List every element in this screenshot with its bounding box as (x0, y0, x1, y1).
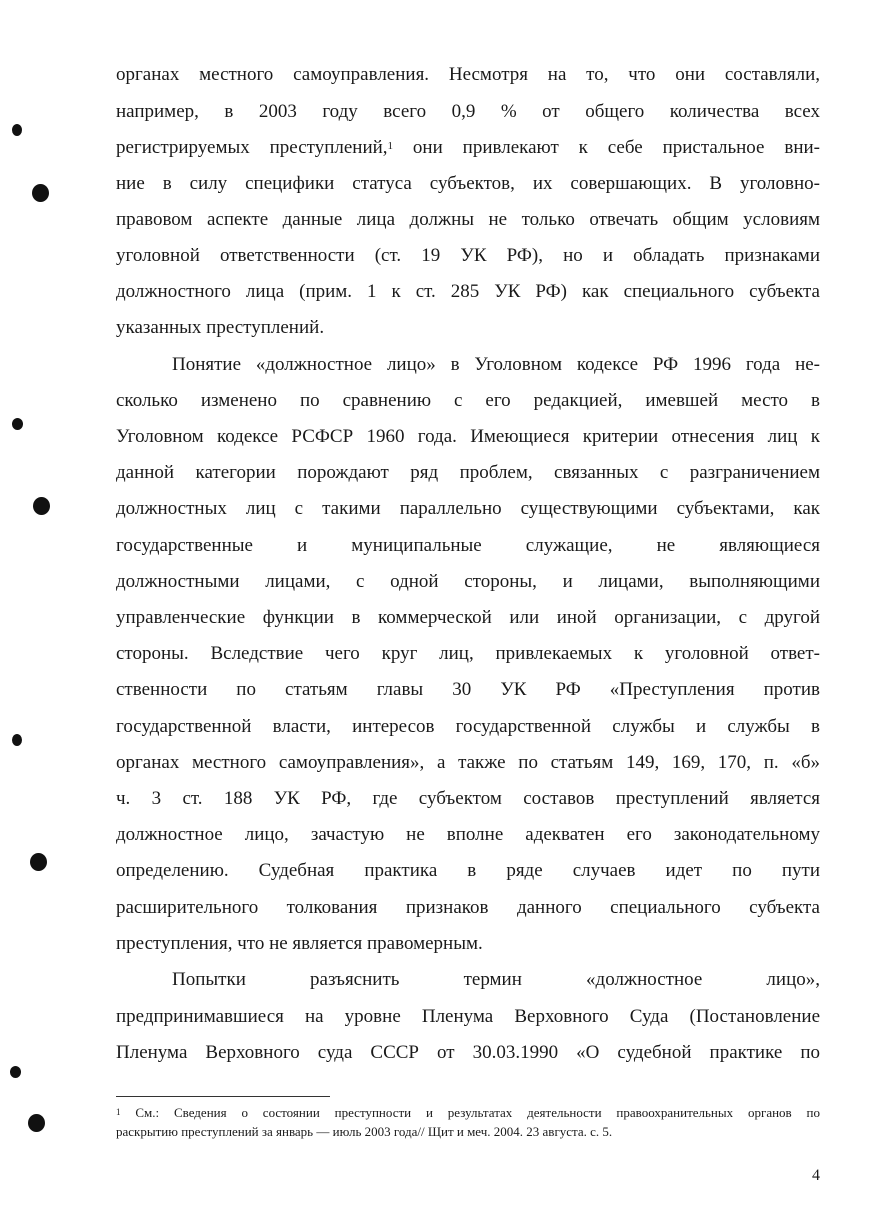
text-line: предпринимавшиеся на уровне Пленума Верховного Суда (Постановление (116, 1006, 820, 1027)
text-line: ственности по статьям главы 30 УК РФ «Преступления против (116, 679, 820, 700)
punch-hole (12, 734, 22, 746)
text-line: расширительного толкования признаков данного специального субъекта (116, 897, 820, 918)
footnote-line (116, 1104, 820, 1122)
text-line: государственные и муниципальные служащие, не являющиеся (116, 535, 820, 556)
text-line: государственной власти, интересов государственной службы и службы в (116, 716, 820, 737)
text-line: должностных лиц с такими параллельно существующими субъектами, как (116, 498, 820, 519)
punch-hole (12, 124, 22, 136)
footnote-ref: 1 (387, 140, 394, 152)
punch-hole (32, 184, 49, 202)
text-line: ние в силу специфики статуса субъектов, их совершающих. В уголовно- (116, 173, 820, 194)
text-line: должностное лицо, зачастую не вполне адекватен его законодательному (116, 824, 820, 845)
text-line: уголовной ответственности (ст. 19 УК РФ), но и обладать признаками (116, 245, 820, 266)
text-line: данной категории порождают ряд проблем, связанных с разграничением (116, 462, 820, 483)
text-line-with-footnote-ref (116, 136, 820, 160)
text-line: ч. 3 ст. 188 УК РФ, где субъектом составов преступлений является (116, 788, 820, 809)
text-line: должностного лица (прим. 1 к ст. 285 УК РФ) как специального субъекта (116, 281, 820, 302)
text-line: Пленума Верховного суда СССР от 30.03.1990 «О судебной практике по (116, 1042, 820, 1063)
text-line: указанных преступлений. (116, 317, 325, 338)
text-line: стороны. Вследствие чего круг лиц, привлекаемых к уголовной ответ- (116, 643, 820, 664)
punch-hole (30, 853, 47, 871)
text-fragment: регистрируемых преступлений, (116, 137, 388, 158)
page-number: 4 (812, 1167, 820, 1184)
punch-hole (33, 497, 50, 515)
paragraph-first-line: Понятие «должностное лицо» в Уголовном кодексе РФ 1996 года не- (172, 354, 820, 375)
text-line: преступления, что не является правомерным. (116, 933, 483, 954)
punch-hole (28, 1114, 45, 1132)
text-line: Уголовном кодексе РСФСР 1960 года. Имеющиеся критерии отнесения лиц к (116, 426, 820, 447)
footnote-text: См.: Сведения о состоянии преступности и результатах деятельности правоохранительных органов по (120, 1105, 820, 1120)
footnote-line: раскрытию преступлений за январь — июль 2003 года// Щит и меч. 2004. 23 августа. с. 5. (116, 1124, 613, 1139)
footnote-divider (116, 1096, 330, 1097)
paragraph-first-line: Попытки разъяснить термин «должностное лицо», (172, 969, 820, 990)
punch-hole (10, 1066, 21, 1078)
text-line: например, в 2003 году всего 0,9 % от общего количества всех (116, 101, 820, 122)
text-line: определению. Судебная практика в ряде случаев идет по пути (116, 860, 820, 881)
text-line: сколько изменено по сравнению с его редакцией, имевшей место в (116, 390, 820, 411)
text-line: органах местного самоуправления», а также по статьям 149, 169, 170, п. «б» (116, 752, 820, 773)
punch-hole (12, 418, 23, 430)
text-line: должностными лицами, с одной стороны, и лицами, выполняющими (116, 571, 820, 592)
footnote-number: 1 (116, 1107, 121, 1117)
text-fragment: они привлекают к себе пристальное вни- (393, 137, 820, 158)
text-line: правовом аспекте данные лица должны не только отвечать общим условиям (116, 209, 820, 230)
text-line: органах местного самоуправления. Несмотря на то, что они составляли, (116, 64, 820, 85)
text-line: управленческие функции в коммерческой или иной организации, с другой (116, 607, 820, 628)
